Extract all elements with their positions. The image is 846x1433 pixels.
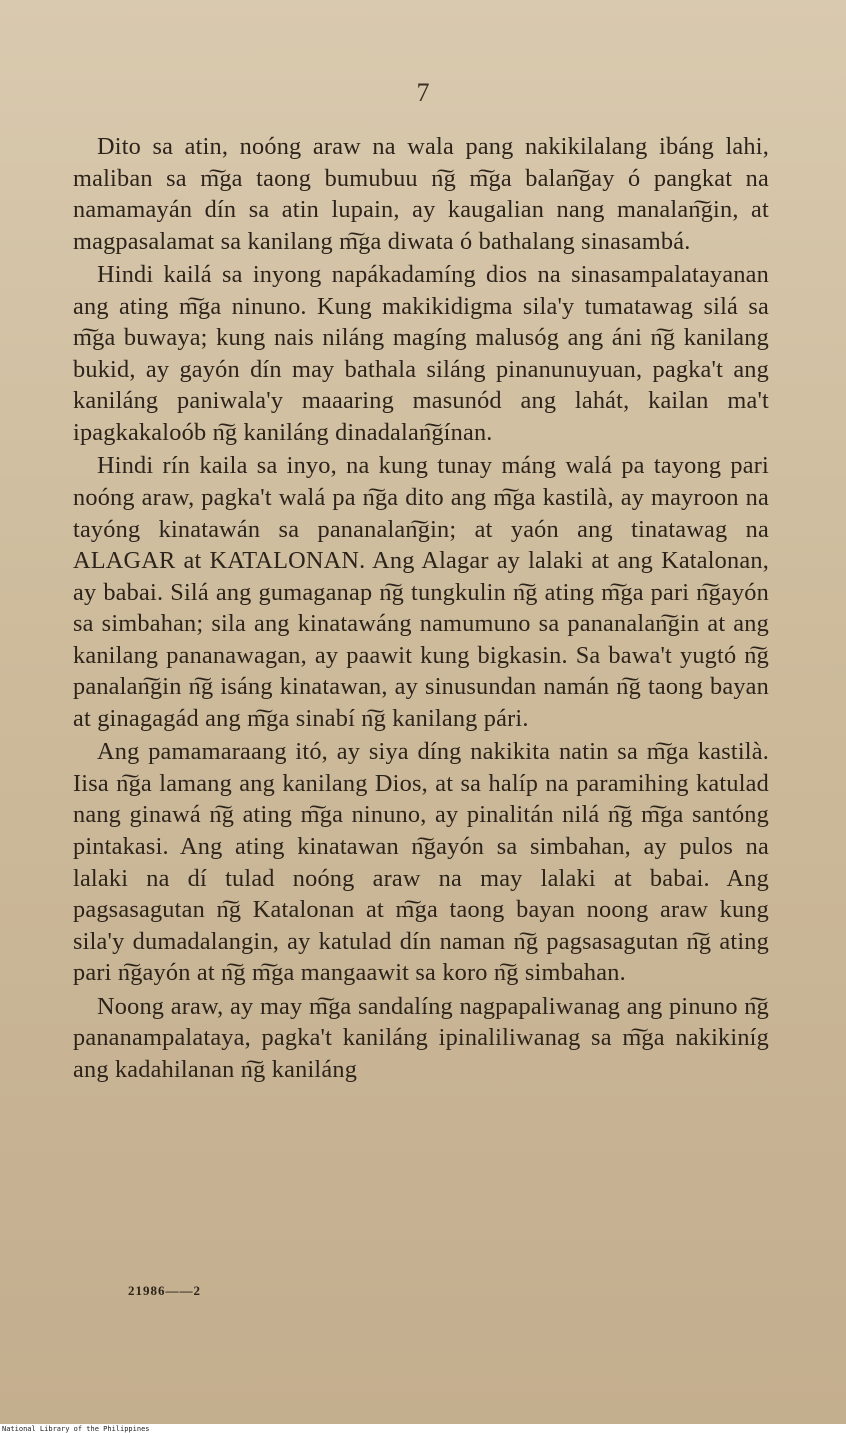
- paragraph-1: Dito sa atin, noóng araw na wala pang nakikilalang ibáng lahi, maliban sa m͠ga taong bumubuu n͠g m͠ga balan͠gay ó pangkat na namamayán dín sa atin lupain, ay kaugalian nang manalan͠gin, at magpasalamat sa kanilang m͠ga diwata ó bathalang sinasambá.: [73, 133, 769, 255]
- paragraph-3: Hindi rín kaila sa inyo, na kung tunay máng walá pa tayong pari noóng araw, pagka't walá pa n͠ga dito ang m͠ga kastilà, ay mayroon na tayóng kinatawán sa pananalan͠gin; at yaón ang tinatawag na ALAGAR at KATALONAN. Ang Alagar ay lalaki at ang Katalonan, ay babai. Silá ang gumaganap n͠g tungkulin n͠g ating m͠ga pari n͠gayón sa simbahan; sila ang kinatawáng namumuno sa pananalan͠gin at ang kanilang pananawagan, ay paawit kung bigkasin. Sa bawa't yugtó n͠g panalan͠gin n͠g isáng kinatawan, ay sinusundan namán n͠g taong bayan at ginagagád ang m͠ga sinabí n͠g kanilang pári.: [73, 452, 769, 732]
- paragraph-2: Hindi kailá sa inyong napákadamíng dios na sinasampalatayanan ang ating m͠ga ninuno. Kung makikidigma sila'y tumatawag silá sa m͠ga buwaya; kung nais niláng magíng malusóg ang áni n͠g kanilang bukid, ay gayón dín may bathala siláng pinanunuyuan, pagka't ang kaniláng paniwala'y maaaring masunód ang lahát, kailan ma't ipagkakaloób n͠g kaniláng dinadalan͠gínan.: [73, 261, 769, 446]
- library-footer: National Library of the Philippines: [2, 1425, 150, 1433]
- paragraph-5: Noong araw, ay may m͠ga sandalíng nagpapaliwanag ang pinuno n͠g pananampalataya, pagka't kaniláng ipinaliliwanag sa m͠ga nakikiníg ang kadahilanan n͠g kaniláng: [73, 992, 769, 1083]
- paragraph-4: Ang pamamaraang itó, ay siya díng nakikita natin sa m͠ga kastilà. Iisa n͠ga lamang ang kanilang Dios, at sa halíp na paramihing katulad nang ginawá n͠g ating m͠ga ninuno, ay pinalitán nilá n͠g m͠ga santóng pintakasi. Ang ating kinatawan n͠gayón sa simbahan, ay pulos na lalaki na dí tulad noóng araw na may lalaki at babai. Ang pagsasagutan n͠g Katalonan at m͠ga taong bayan noong araw kung sila'y dumadalangin, ay katulad dín naman n͠g pagsasagutan n͠g ating pari n͠gayón at n͠g m͠ga mangaawit sa koro n͠g simbahan.: [73, 738, 769, 987]
- printer-signature-mark: 21986——2: [128, 1283, 201, 1298]
- body-text: [73, 131, 769, 1087]
- page-number: 7: [416, 78, 430, 107]
